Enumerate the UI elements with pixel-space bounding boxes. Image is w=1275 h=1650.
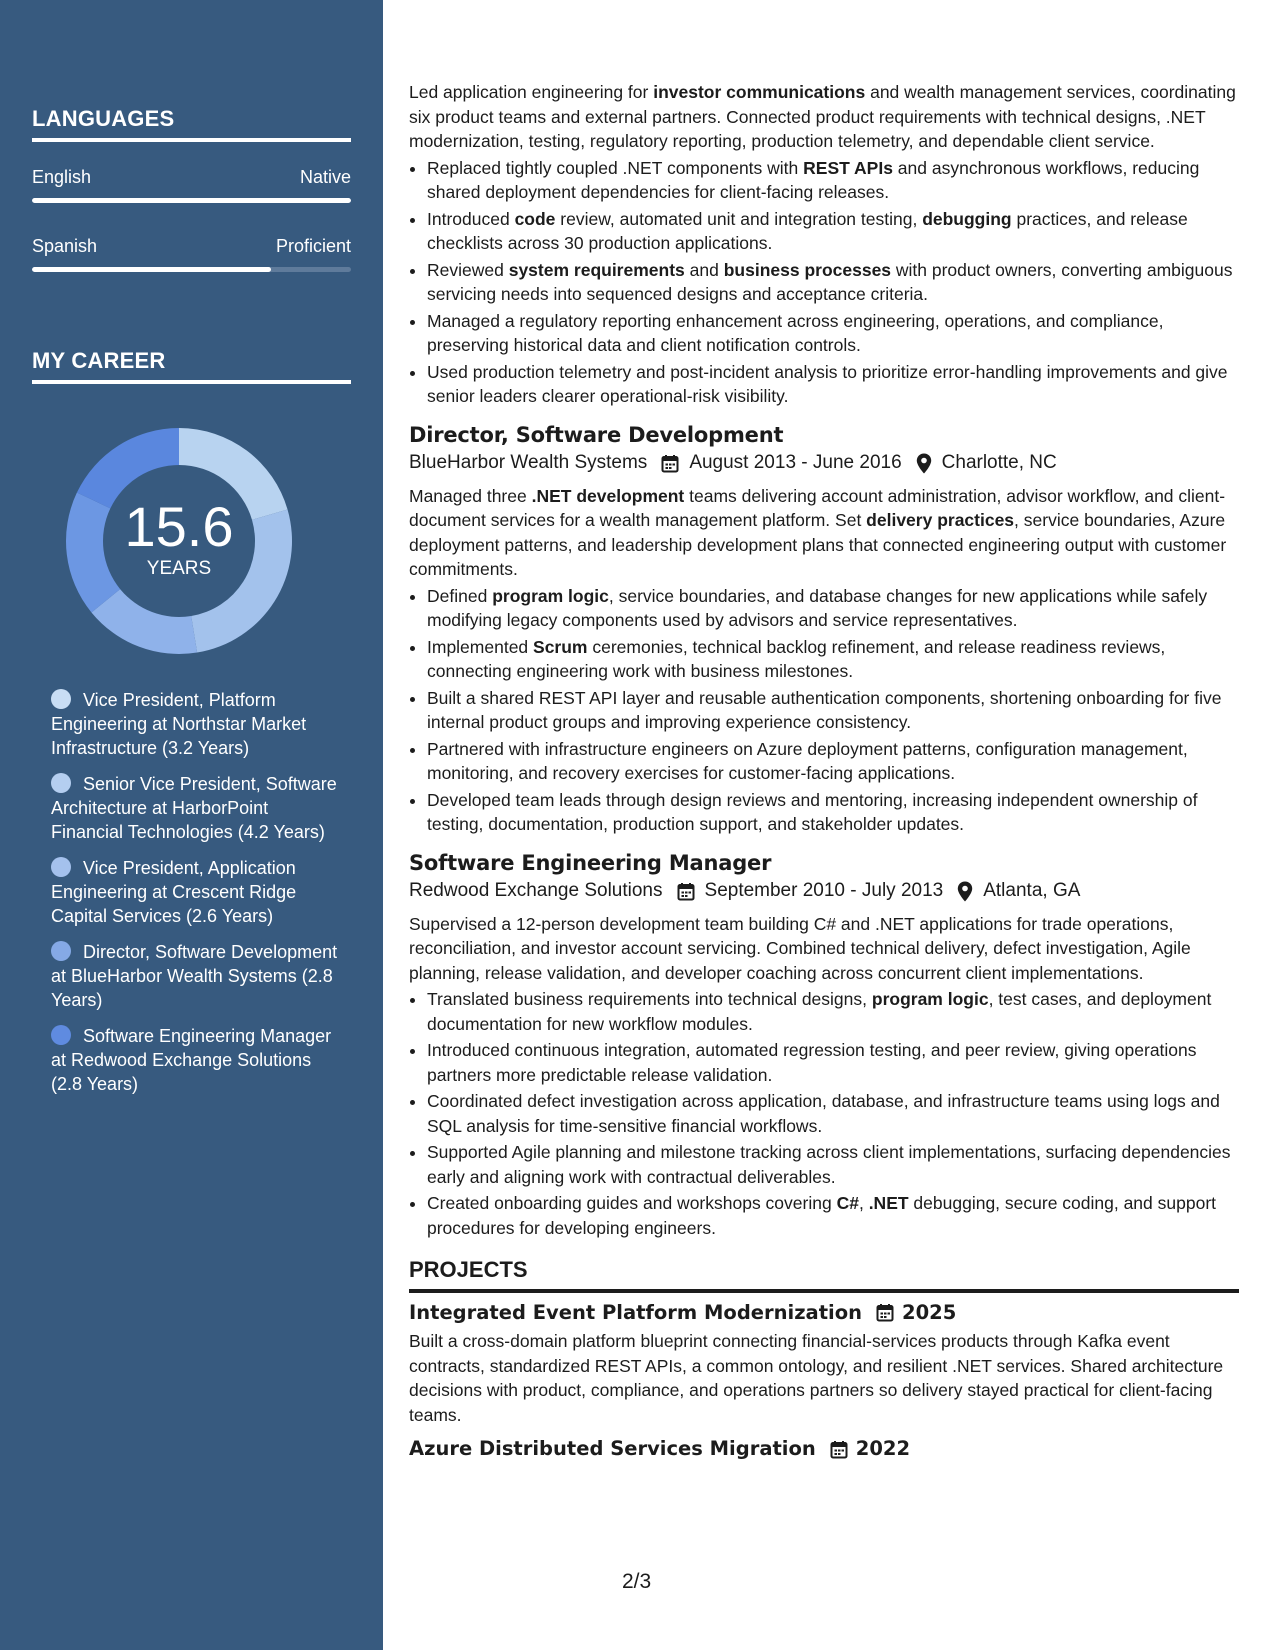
career-donut-chart (64, 426, 294, 656)
job-dates: September 2010 - July 2013 (704, 880, 944, 901)
language-bar-spanish (32, 267, 351, 272)
text-run: ceremonies, technical backlog refinement, and release readiness reviews, connecting engineering work with business milestones. (427, 636, 1166, 681)
bullet-item (427, 737, 1239, 786)
main-content (409, 80, 1239, 1466)
project-entry (409, 1437, 1239, 1462)
experience-list (409, 423, 1239, 1241)
job-summary (409, 484, 1239, 582)
text-run: Supported Agile planning and milestone tracking across client implementations, surfacing dependencies early and aligning work with contractual deliverables. (427, 1142, 1231, 1187)
project-year: 2022 (855, 1437, 911, 1460)
text-run: Introduced continuous integration, automated regression testing, and peer review, giving operations partners more predictable release validation. (427, 1040, 1197, 1085)
text-run: teams delivering account administration, advisor workflow, and client-document services for a wealth management platform. Set (409, 485, 1226, 530)
text-run: practices, and release checklists across 30 production applications. (427, 208, 1188, 253)
text-run: review, automated unit and integration testing, (555, 208, 923, 229)
language-row-english (32, 167, 351, 188)
bold-keyword: debugging (922, 208, 1012, 229)
project-header (409, 1301, 1239, 1326)
career-total-years: 15.6 (124, 495, 234, 558)
career-dot-icon (51, 773, 71, 793)
text-run: Reviewed (427, 259, 509, 280)
bullet-item (427, 635, 1239, 684)
job-company: BlueHarbor Wealth Systems (409, 452, 648, 473)
bullet-item (427, 309, 1239, 358)
text-run: , (858, 1193, 869, 1213)
project-header (409, 1437, 1239, 1462)
bullet-list (409, 987, 1239, 1240)
text-run: Led application engineering for (409, 82, 654, 102)
job-summary (409, 912, 1239, 986)
language-bar-fill (32, 198, 351, 203)
career-item (51, 940, 341, 1012)
bullet-item (427, 584, 1239, 633)
donut-center (64, 426, 294, 656)
bold-keyword: delivery practices (866, 510, 1015, 530)
career-item (51, 1024, 341, 1096)
page-number: 2/3 (622, 1570, 652, 1593)
bold-keyword: program logic (871, 989, 989, 1009)
text-run: and asynchronous workflows, reducing shared deployment dependencies for client-facing releases. (427, 157, 1200, 202)
text-run: Defined (427, 585, 493, 606)
career-heading: MY CAREER (32, 348, 351, 384)
text-run: Coordinated defect investigation across application, database, and infrastructure teams using logs and SQL analysis for time-sensitive financial workflows. (427, 1091, 1220, 1136)
bold-keyword: code (514, 208, 556, 229)
location-pin-icon (957, 881, 973, 902)
language-name: English (32, 167, 92, 187)
bold-keyword: .NET development (531, 485, 685, 506)
calendar-icon (661, 454, 679, 473)
text-run: Managed a regulatory reporting enhancement across engineering, operations, and compliance, preserving historical data and client notification controls. (427, 310, 1164, 355)
calendar-icon (876, 1303, 894, 1322)
bold-keyword: system requirements (508, 259, 685, 280)
bullet-item (427, 686, 1239, 735)
language-row-spanish (32, 236, 351, 257)
bold-keyword: business processes (723, 259, 892, 280)
text-run: Developed team leads through design reviews and mentoring, increasing independent ownership of testing, documentation, production support, and stakeholder updates. (427, 789, 1198, 834)
text-run: , service boundaries, Azure deployment patterns, and leadership development plans that connected engineering output with customer commitments. (409, 510, 1227, 579)
career-item-text: Vice President, Application Engineering at Crescent Ridge Capital Services (2.6 Years) (51, 858, 297, 926)
job-location: Atlanta, GA (983, 880, 1081, 901)
career-item (51, 688, 341, 760)
project-title: Azure Distributed Services Migration (409, 1437, 816, 1460)
bullet-item (427, 360, 1239, 409)
text-run: Managed three (409, 485, 532, 506)
bold-keyword: C# (836, 1193, 859, 1213)
job-meta (409, 879, 1239, 904)
language-bar-english (32, 198, 351, 203)
text-run: Introduced (427, 208, 515, 229)
job-entry (409, 851, 1239, 1241)
bullet-item (427, 156, 1239, 205)
bold-keyword: REST APIs (803, 157, 893, 178)
language-name: Spanish (32, 236, 98, 256)
job-title: Director, Software Development (409, 422, 784, 447)
project-title: Integrated Event Platform Modernization (409, 1300, 862, 1324)
career-dot-icon (51, 689, 71, 709)
job-title: Software Engineering Manager (409, 850, 772, 875)
project-year: 2025 (902, 1300, 957, 1324)
text-run: with product owners, converting ambiguous servicing needs into sequenced designs and acceptance criteria. (427, 259, 1233, 304)
language-bar-fill (32, 267, 271, 272)
job-location: Charlotte, NC (941, 452, 1057, 473)
text-run: Translated business requirements into technical designs, (427, 989, 872, 1009)
career-item-text: Senior Vice President, Software Architecture at HarborPoint Financial Technologies (4.2 Years) (51, 774, 337, 842)
career-dot-icon (51, 941, 71, 961)
job-company: Redwood Exchange Solutions (409, 880, 663, 901)
job-summary (409, 80, 1239, 154)
bullet-item (427, 987, 1239, 1036)
bullet-list (409, 584, 1239, 837)
bullet-item (427, 1191, 1239, 1240)
bullet-item (427, 788, 1239, 837)
calendar-icon (677, 882, 695, 901)
career-list (51, 688, 341, 1108)
bullet-item (427, 1089, 1239, 1138)
text-run: Supervised a 12-person development team building C# and .NET applications for trade operations, reconciliation, and investor account servicing. Combined technical delivery, defect investigation, Agile planning, release validation, and developer coaching across concurrent client implementations. (409, 913, 1191, 983)
text-run: and wealth management services, coordinating six product teams and external partners. Connected product requirements with technical designs, .NET modernization, testing, regulatory reporting, production telemetry, and dependable client service. (409, 82, 1236, 151)
text-run: , test cases, and deployment documentation for new workflow modules. (427, 989, 1212, 1034)
career-total-unit: YEARS (146, 558, 212, 579)
job-meta (409, 451, 1239, 476)
job-dates: August 2013 - June 2016 (689, 452, 902, 473)
projects-list (409, 1301, 1239, 1462)
career-item (51, 856, 341, 928)
bullet-item (427, 1038, 1239, 1087)
career-item-text: Director, Software Development at BlueHarbor Wealth Systems (2.8 Years) (51, 942, 338, 1010)
text-run: Partnered with infrastructure engineers on Azure deployment patterns, configuration management, monitoring, and recovery exercises for customer-facing applications. (427, 738, 1188, 783)
bullet-list (409, 156, 1239, 409)
intro-section (409, 80, 1239, 409)
language-level: Proficient (275, 236, 351, 256)
bold-keyword: Scrum (533, 636, 588, 657)
languages-heading: LANGUAGES (32, 106, 351, 142)
projects-heading: PROJECTS (409, 1258, 1239, 1293)
bold-keyword: .NET (868, 1193, 909, 1213)
bullet-item (427, 207, 1239, 256)
text-run: debugging, secure coding, and support procedures for developing engineers. (427, 1193, 1217, 1238)
career-item-text: Vice President, Platform Engineering at Northstar Market Infrastructure (3.2 Years) (51, 690, 307, 758)
bullet-item (427, 1140, 1239, 1189)
language-level: Native (299, 167, 351, 187)
text-run: Used production telemetry and post-incident analysis to prioritize error-handling improvements and give senior leaders clearer operational-risk visibility. (427, 361, 1228, 406)
project-entry (409, 1301, 1239, 1428)
bold-keyword: program logic (492, 585, 609, 606)
career-dot-icon (51, 1025, 71, 1045)
text-run: Built a shared REST API layer and reusable authentication components, shortening onboarding for five internal product groups and improving experience consistency. (427, 687, 1222, 732)
calendar-icon (830, 1440, 848, 1459)
text-run: and (684, 259, 724, 280)
sidebar (0, 0, 383, 1650)
text-run: Implemented (427, 636, 534, 657)
text-run: Replaced tightly coupled .NET components with (427, 157, 804, 178)
career-dot-icon (51, 857, 71, 877)
text-run: Created onboarding guides and workshops covering (427, 1193, 837, 1213)
bold-keyword: investor communications (653, 82, 866, 102)
career-item (51, 772, 341, 844)
job-entry (409, 423, 1239, 837)
location-pin-icon (916, 453, 932, 474)
bullet-item (427, 258, 1239, 307)
text-run: , service boundaries, and database changes for new applications while safely modifying legacy components used by advisors and service representatives. (427, 585, 1208, 630)
career-item-text: Software Engineering Manager at Redwood Exchange Solutions (2.8 Years) (51, 1026, 332, 1094)
project-description: Built a cross-domain platform blueprint connecting financial-services products through Kafka event contracts, standardized REST APIs, a common ontology, and resilient .NET services. Shared architecture decisions with product, compliance, and operations partners so delivery stayed practical for client-facing teams. (409, 1331, 1224, 1425)
